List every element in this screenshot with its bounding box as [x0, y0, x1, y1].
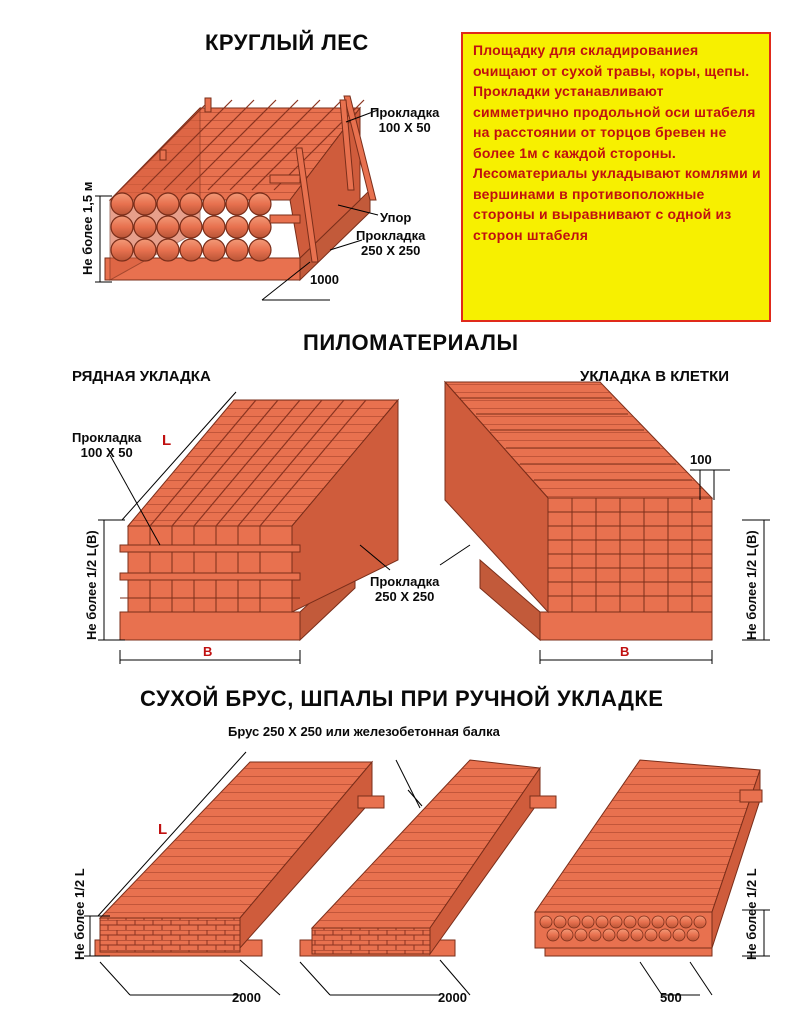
beam-distance-3: 500: [660, 990, 682, 1005]
beams-title: СУХОЙ БРУС, ШПАЛЫ ПРИ РУЧНОЙ УКЛАДКЕ: [140, 686, 664, 711]
round-pad-small-label: Прокладка 100 Х 50: [370, 105, 440, 135]
lumber-pad-small-label: Прокладка 100 Х 50: [72, 430, 142, 460]
note-paragraph-3: Лесоматериалы укладывают комлями и вершинами в противоположные стороны и выравнивают с одной из сторон штабеля: [473, 165, 761, 243]
beam-stack-1: [84, 752, 384, 995]
cage-stack: [445, 382, 770, 664]
round-pad-large-label: Прокладка 250 Х 250: [356, 228, 426, 258]
lumber-pad-large-label: Прокладка 250 Х 250: [370, 574, 440, 604]
cage-stack-title: УКЛАДКА В КЛЕТКИ: [580, 368, 730, 385]
cage-spacing-label: 100: [690, 452, 712, 467]
beam-height-label-right: Не более 1/2 L: [744, 868, 759, 960]
round-height-label: Не более 1,5 м: [80, 181, 95, 275]
beam-distance-1: 2000: [232, 990, 261, 1005]
row-length-label: L: [162, 432, 172, 449]
lumber-title: ПИЛОМАТЕРИАЛЫ: [303, 330, 519, 355]
log-ends: [111, 193, 271, 261]
note-paragraph-1: Площадку для складированиея очищают от сухой травы, коры, щепы.: [473, 42, 750, 79]
beam-length-label: L: [158, 821, 168, 838]
row-stack: [98, 392, 470, 664]
round-distance-label: 1000: [310, 272, 339, 287]
note-paragraph-2: Прокладки устанавливают симметрично продольной оси штабеля на расстоянии от торцов бревен не более 1м с каждой стороны.: [473, 83, 756, 161]
row-width-label: B: [203, 644, 213, 659]
beam-distance-2: 2000: [438, 990, 467, 1005]
round-timber-title: КРУГЛЫЙ ЛЕС: [205, 30, 369, 55]
cage-height-label: Не более 1/2 L(B): [744, 530, 759, 640]
beam-stack-3: [535, 760, 770, 995]
round-timber-stack: [95, 96, 378, 300]
beam-support-label: Брус 250 Х 250 или железобетонная балка: [228, 724, 500, 739]
row-height-label: Не более 1/2 L(B): [84, 530, 99, 640]
cage-width-label: B: [620, 644, 630, 659]
beam-height-label-left: Не более 1/2 L: [72, 868, 87, 960]
round-stop-label: Упор: [380, 210, 412, 225]
row-stack-title: РЯДНАЯ УКЛАДКА: [72, 368, 211, 385]
